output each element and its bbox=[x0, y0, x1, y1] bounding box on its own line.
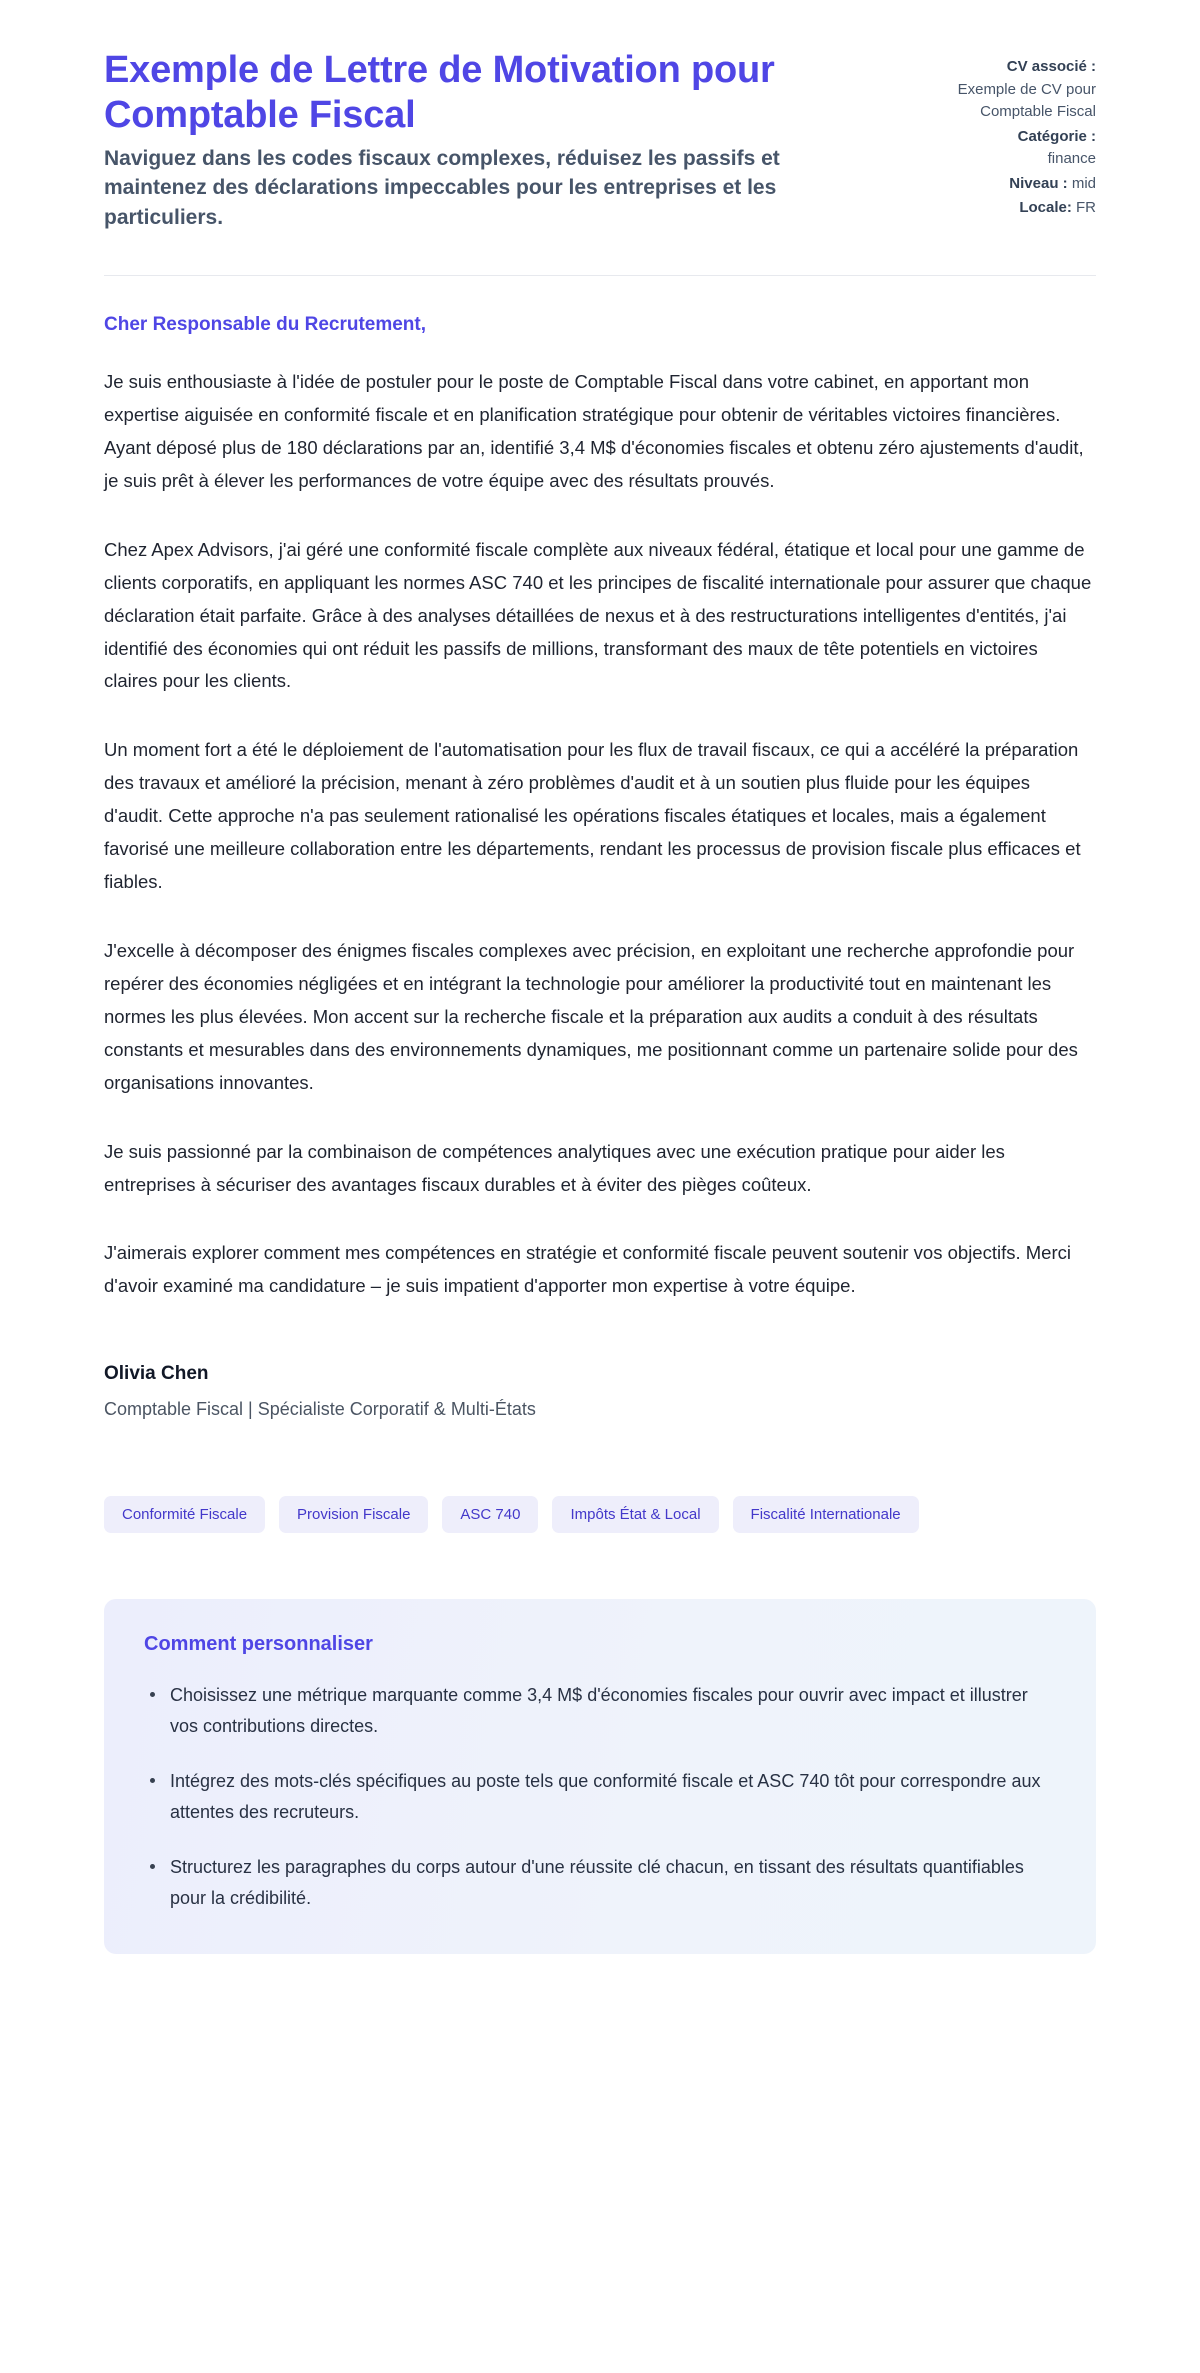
meta-associated-cv-label: CV associé : bbox=[1006, 58, 1096, 75]
skill-tag-list bbox=[104, 1496, 1096, 1533]
header-text-block bbox=[104, 48, 856, 233]
meta-locale bbox=[896, 197, 1096, 220]
signature-name: Olivia Chen bbox=[104, 1363, 209, 1385]
signature-block bbox=[104, 1363, 1096, 1420]
meta-locale-value: FR bbox=[1076, 199, 1096, 216]
callout-tip-item: Intégrez des mots-clés spécifiques au poste tels que conformité fiscale et ASC 740 tôt pour correspondre aux attentes des recruteurs. bbox=[144, 1766, 1056, 1828]
letter-paragraph: J'excelle à décomposer des énigmes fiscales complexes avec précision, en exploitant une recherche approfondie pour repérer des économies négligées et en intégrant la technologie pour améliorer la productivité tout en maintenant les normes les plus élevées. Mon accent sur la recherche fiscale et la préparation aux audits a conduit à des résultats constants et mesurables dans des environnements dynamiques, me positionnant comme un partenaire solide pour des organisations innovantes. bbox=[104, 940, 1078, 1093]
document-header bbox=[104, 48, 1096, 233]
callout-tip-item: Choisissez une métrique marquante comme 3,4 M$ d'économies fiscales pour ouvrir avec impact et illustrer vos contributions directes. bbox=[144, 1680, 1056, 1742]
meta-associated-cv bbox=[896, 56, 1096, 124]
skill-tag[interactable]: Conformité Fiscale bbox=[104, 1496, 265, 1533]
callout-tip-item: Structurez les paragraphes du corps autour d'une réussite clé chacun, en tissant des résultats quantifiables pour la crédibilité. bbox=[144, 1852, 1056, 1914]
page-subtitle: Naviguez dans les codes fiscaux complexes, réduisez les passifs et maintenez des déclarations impeccables pour les entreprises et les particuliers. bbox=[104, 146, 780, 230]
page-title: Exemple de Lettre de Motivation pour Comptable Fiscal bbox=[104, 49, 775, 136]
callout-title: Comment personnaliser bbox=[144, 1633, 373, 1656]
meta-category-value: finance bbox=[1047, 150, 1096, 167]
letter-paragraph: Un moment fort a été le déploiement de l'automatisation pour les flux de travail fiscaux, ce qui a accéléré la préparation des travaux et amélioré la précision, menant à zéro problèmes d'audit et à un soutien plus fluide pour les équipes d'audit. Cette approche n'a pas seulement rationalisé les opérations fiscales étatiques et locales, mais a également favorisé une meilleure collaboration entre les départements, rendant les processus de provision fiscale plus efficaces et fiables. bbox=[104, 739, 1081, 893]
letter-paragraph: Je suis passionné par la combinaison de compétences analytiques avec une exécution pratique pour aider les entreprises à sécuriser des avantages fiscaux durables et à éviter des pièges coûteux. bbox=[104, 1140, 1005, 1195]
letter-paragraph: Je suis enthousiaste à l'idée de postuler pour le poste de Comptable Fiscal dans votre cabinet, en apportant mon expertise aiguisée en conformité fiscale et en planification stratégique pour obtenir de véritables victoires financières. Ayant déposé plus de 180 déclarations par an, identifié 3,4 M$ d'économies fiscales et obtenu zéro ajustements d'audit, je suis prêt à élever les performances de votre équipe avec des résultats prouvés. bbox=[104, 371, 1084, 491]
meta-level-value: mid bbox=[1071, 174, 1096, 192]
skill-tag[interactable]: Provision Fiscale bbox=[279, 1496, 428, 1533]
skill-tag[interactable]: ASC 740 bbox=[442, 1496, 538, 1533]
letter-body bbox=[104, 276, 1096, 1303]
meta-locale-label: Locale: bbox=[1019, 199, 1072, 216]
meta-associated-cv-value: Exemple de CV pour Comptable Fiscal bbox=[957, 80, 1096, 120]
meta-level-label: Niveau : bbox=[1009, 174, 1068, 192]
skill-tag[interactable]: Impôts État & Local bbox=[552, 1496, 718, 1533]
letter-paragraph: Chez Apex Advisors, j'ai géré une conformité fiscale complète aux niveaux fédéral, étatique et local pour une gamme de clients corporatifs, en appliquant les normes ASC 740 et les principes de fiscalité internationale pour assurer que chaque déclaration était parfaite. Grâce à des analyses détaillées de nexus et à des restructurations intelligentes d'entités, j'ai identifié des économies qui ont réduit les passifs de millions, transformant des maux de tête potentiels en victoires claires pour les clients. bbox=[104, 538, 1092, 692]
letter-paragraph: J'aimerais explorer comment mes compétences en stratégie et conformité fiscale peuvent soutenir vos objectifs. Merci d'avoir examiné ma candidature – je suis impatient d'apporter mon expertise à votre équipe. bbox=[104, 1242, 1071, 1297]
meta-category bbox=[896, 126, 1096, 171]
letter-salutation: Cher Responsable du Recrutement, bbox=[104, 314, 427, 336]
callout-tip-list bbox=[144, 1680, 1056, 1914]
meta-category-label: Catégorie : bbox=[1017, 127, 1096, 145]
signature-role: Comptable Fiscal | Spécialiste Corporatif & Multi-États bbox=[104, 1399, 536, 1420]
customization-callout bbox=[104, 1599, 1096, 1954]
document-metadata bbox=[896, 48, 1096, 222]
meta-level bbox=[896, 173, 1096, 196]
skill-tag[interactable]: Fiscalité Internationale bbox=[733, 1496, 919, 1533]
